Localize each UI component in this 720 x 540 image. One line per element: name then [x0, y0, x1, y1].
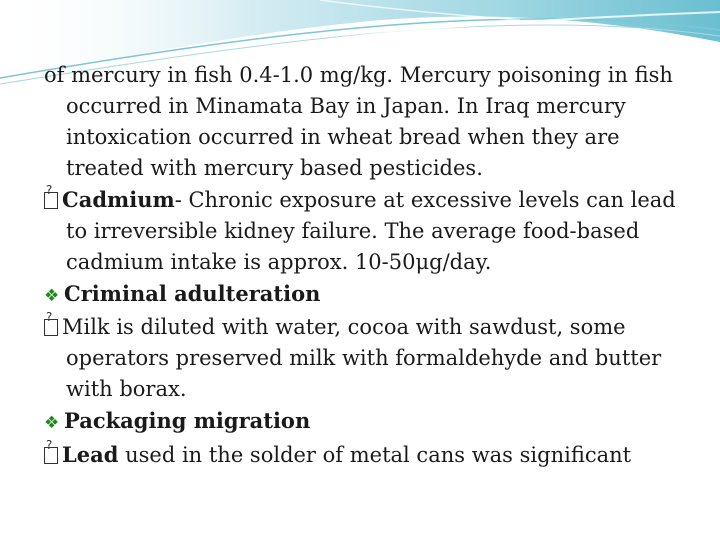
missing-glyph-box-icon [44, 192, 58, 209]
missing-glyph-box-icon [44, 319, 58, 336]
heading-criminal-adulteration [44, 278, 684, 312]
diamond-bullet-icon: ❖ [44, 286, 60, 306]
paragraph-cadmium [44, 184, 684, 278]
slide-body [44, 60, 684, 471]
diamond-bullet-icon: ❖ [44, 413, 60, 433]
criminal-adulteration-heading: Criminal adulteration [64, 281, 321, 306]
lead-label: Lead [62, 442, 119, 467]
lead-text: used in the solder of metal cans was significant [118, 443, 632, 467]
cadmium-label: Cadmium [62, 187, 175, 212]
cadmium-text: - Chronic exposure at excessive levels can lead to irreversible kidney failure. The average food-based cadmium intake is approx. 10-50μg/day. [66, 188, 676, 274]
milk-text: Milk is diluted with water, cocoa with sawdust, some operators preserved milk with formaldehyde and butter with borax. [62, 315, 662, 401]
paragraph-lead [44, 439, 684, 471]
mercury-text: of mercury in fish 0.4-1.0 mg/kg. Mercury poisoning in fish occurred in Minamata Bay in Japan. In Iraq mercury intoxication occurred in wheat bread when they are treated with mercury based pesticides. [44, 63, 673, 180]
heading-packaging-migration [44, 405, 684, 439]
paragraph-milk [44, 312, 684, 405]
packaging-migration-heading: Packaging migration [64, 408, 311, 433]
missing-glyph-box-icon [44, 447, 58, 464]
paragraph-mercury [44, 60, 684, 184]
